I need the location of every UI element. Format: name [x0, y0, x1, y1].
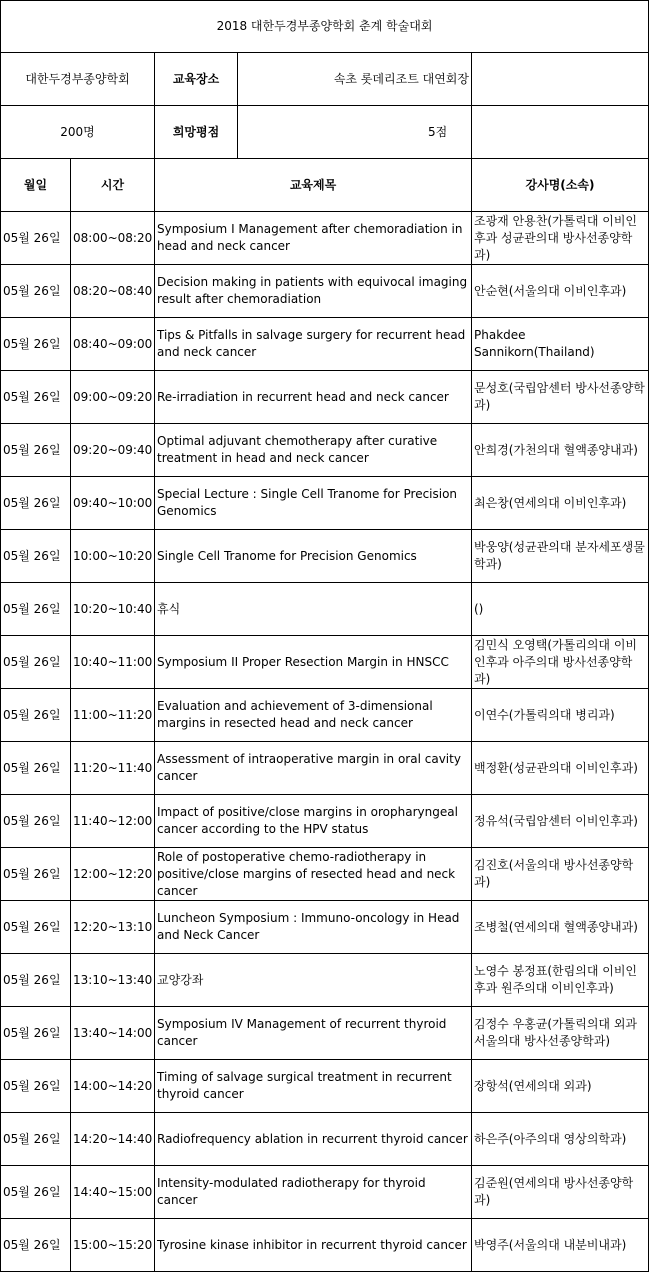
cell-time: 15:00~15:20 [71, 1219, 155, 1272]
table-row [1, 530, 649, 583]
cell-speaker: Phakdee Sannikorn(Thailand) [472, 318, 649, 371]
cell-topic: Role of postoperative chemo-radiotherapy in positive/close margins of resected head and neck cancer [155, 848, 472, 901]
cell-time: 13:10~13:40 [71, 954, 155, 1007]
table-row [1, 371, 649, 424]
cell-time: 08:20~08:40 [71, 265, 155, 318]
cell-speaker: 정유석(국립암센터 이비인후과) [472, 795, 649, 848]
cell-speaker: 김민식 오영택(가톨리의대 이비인후과 아주의대 방사선종양학과) [472, 636, 649, 689]
cell-speaker: () [472, 583, 649, 636]
cell-date: 05월 26일 [1, 1113, 71, 1166]
points-label [155, 106, 472, 159]
title-row [1, 1, 649, 53]
cell-topic: Symposium II Proper Resection Margin in HNSCC [155, 636, 472, 689]
table-row [1, 265, 649, 318]
cell-topic: Timing of salvage surgical treatment in recurrent thyroid cancer [155, 1060, 472, 1113]
cell-speaker: 문성호(국립암센터 방사선종양학과) [472, 371, 649, 424]
cell-time: 10:20~10:40 [71, 583, 155, 636]
table-row [1, 742, 649, 795]
cell-topic: Symposium IV Management of recurrent thyroid cancer [155, 1007, 472, 1060]
venue-value: 속초 롯데리조트 대연회장 [333, 71, 469, 86]
cell-time: 12:20~13:10 [71, 901, 155, 954]
cell-speaker: 이연수(가톨릭의대 병리과) [472, 689, 649, 742]
table-row [1, 1219, 649, 1272]
capacity: 200명 [1, 106, 155, 159]
cell-speaker: 최은창(연세의대 이비인후과) [472, 477, 649, 530]
cell-date: 05월 26일 [1, 689, 71, 742]
cell-time: 10:40~11:00 [71, 636, 155, 689]
cell-time: 14:00~14:20 [71, 1060, 155, 1113]
cell-speaker: 백정환(성균관의대 이비인후과) [472, 742, 649, 795]
cell-date: 05월 26일 [1, 371, 71, 424]
cell-time: 09:00~09:20 [71, 371, 155, 424]
table-row [1, 424, 649, 477]
cell-date: 05월 26일 [1, 954, 71, 1007]
table-row [1, 1113, 649, 1166]
cell-time: 10:00~10:20 [71, 530, 155, 583]
cell-time: 11:40~12:00 [71, 795, 155, 848]
cell-date: 05월 26일 [1, 1219, 71, 1272]
cell-speaker: 김정수 우홍균(가톨릭의대 외과 서울의대 방사선종양학과) [472, 1007, 649, 1060]
header-speaker: 강사명(소속) [472, 159, 649, 212]
cell-time: 14:20~14:40 [71, 1113, 155, 1166]
cell-topic: Special Lecture : Single Cell Tranome for Precision Genomics [155, 477, 472, 530]
cell-time: 08:00~08:20 [71, 212, 155, 265]
cell-topic: Intensity-modulated radiotherapy for thyroid cancer [155, 1166, 472, 1219]
points-label-text: 희망평점 [155, 106, 238, 158]
cell-date: 05월 26일 [1, 318, 71, 371]
cell-topic: 휴식 [155, 583, 472, 636]
cell-speaker: 조광재 안용찬(가톨릭대 이비인후과 성균관의대 방사선종양학과) [472, 212, 649, 265]
cell-topic: Evaluation and achievement of 3-dimensional margins in resected head and neck cancer [155, 689, 472, 742]
cell-topic: Radiofrequency ablation in recurrent thyroid cancer [155, 1113, 472, 1166]
cell-date: 05월 26일 [1, 1007, 71, 1060]
cell-date: 05월 26일 [1, 212, 71, 265]
cell-time: 13:40~14:00 [71, 1007, 155, 1060]
table-row [1, 477, 649, 530]
cell-time: 09:40~10:00 [71, 477, 155, 530]
table-row [1, 1007, 649, 1060]
capacity-row [1, 106, 649, 159]
table-row [1, 901, 649, 954]
cell-date: 05월 26일 [1, 424, 71, 477]
cell-topic: Assessment of intraoperative margin in oral cavity cancer [155, 742, 472, 795]
cell-time: 09:20~09:40 [71, 424, 155, 477]
cell-topic: Symposium I Management after chemoradiation in head and neck cancer [155, 212, 472, 265]
cell-date: 05월 26일 [1, 636, 71, 689]
points-value-text: 5점 [428, 124, 448, 139]
cell-speaker: 장항석(연세의대 외과) [472, 1060, 649, 1113]
table-row [1, 848, 649, 901]
cell-topic: Re-irradiation in recurrent head and neck cancer [155, 371, 472, 424]
cell-date: 05월 26일 [1, 901, 71, 954]
cell-topic: Single Cell Tranome for Precision Genomics [155, 530, 472, 583]
header-row [1, 159, 649, 212]
table-row [1, 1060, 649, 1113]
event-title: 2018 대한두경부종양학회 춘계 학술대회 [1, 1, 649, 53]
table-row [1, 954, 649, 1007]
header-time: 시간 [71, 159, 155, 212]
cell-speaker: 조병철(연세의대 혈액종양내과) [472, 901, 649, 954]
table-row [1, 636, 649, 689]
cell-time: 11:20~11:40 [71, 742, 155, 795]
table-row [1, 212, 649, 265]
cell-speaker: 안희경(가천의대 혈액종양내과) [472, 424, 649, 477]
cell-topic: Tyrosine kinase inhibitor in recurrent thyroid cancer [155, 1219, 472, 1272]
cell-time: 08:40~09:00 [71, 318, 155, 371]
cell-date: 05월 26일 [1, 265, 71, 318]
cell-time: 14:40~15:00 [71, 1166, 155, 1219]
cell-date: 05월 26일 [1, 583, 71, 636]
cell-speaker: 안순현(서울의대 이비인후과) [472, 265, 649, 318]
cell-date: 05월 26일 [1, 742, 71, 795]
cell-topic: Decision making in patients with equivocal imaging result after chemoradiation [155, 265, 472, 318]
venue-label [155, 53, 472, 106]
cell-speaker: 노영수 봉정표(한림의대 이비인후과 원주의대 이비인후과) [472, 954, 649, 1007]
cell-date: 05월 26일 [1, 1166, 71, 1219]
table-row [1, 1166, 649, 1219]
cell-speaker: 박영주(서울의대 내분비내과) [472, 1219, 649, 1272]
cell-speaker: 하은주(아주의대 영상의학과) [472, 1113, 649, 1166]
cell-date: 05월 26일 [1, 1060, 71, 1113]
cell-date: 05월 26일 [1, 795, 71, 848]
venue-label-text: 교육장소 [155, 53, 238, 105]
table-row [1, 318, 649, 371]
cell-topic: 교양강좌 [155, 954, 472, 1007]
cell-topic: Impact of positive/close margins in oropharyngeal cancer according to the HPV status [155, 795, 472, 848]
header-topic: 교육제목 [155, 159, 472, 212]
cell-date: 05월 26일 [1, 848, 71, 901]
cell-date: 05월 26일 [1, 530, 71, 583]
venue-value-cont [472, 53, 649, 106]
table-row [1, 689, 649, 742]
cell-topic: Luncheon Symposium : Immuno-oncology in Head and Neck Cancer [155, 901, 472, 954]
table-row [1, 583, 649, 636]
venue-row [1, 53, 649, 106]
points-value [428, 106, 649, 159]
organizer: 대한두경부종양학회 [1, 53, 155, 106]
cell-time: 11:00~11:20 [71, 689, 155, 742]
cell-topic: Optimal adjuvant chemotherapy after curative treatment in head and neck cancer [155, 424, 472, 477]
table-row [1, 795, 649, 848]
cell-time: 12:00~12:20 [71, 848, 155, 901]
cell-speaker: 김준원(연세의대 방사선종양학과) [472, 1166, 649, 1219]
header-date: 월일 [1, 159, 71, 212]
cell-speaker: 박웅양(성균관의대 분자세포생물학과) [472, 530, 649, 583]
cell-topic: Tips & Pitfalls in salvage surgery for recurrent head and neck cancer [155, 318, 472, 371]
cell-speaker: 김진호(서울의대 방사선종양학과) [472, 848, 649, 901]
cell-date: 05월 26일 [1, 477, 71, 530]
